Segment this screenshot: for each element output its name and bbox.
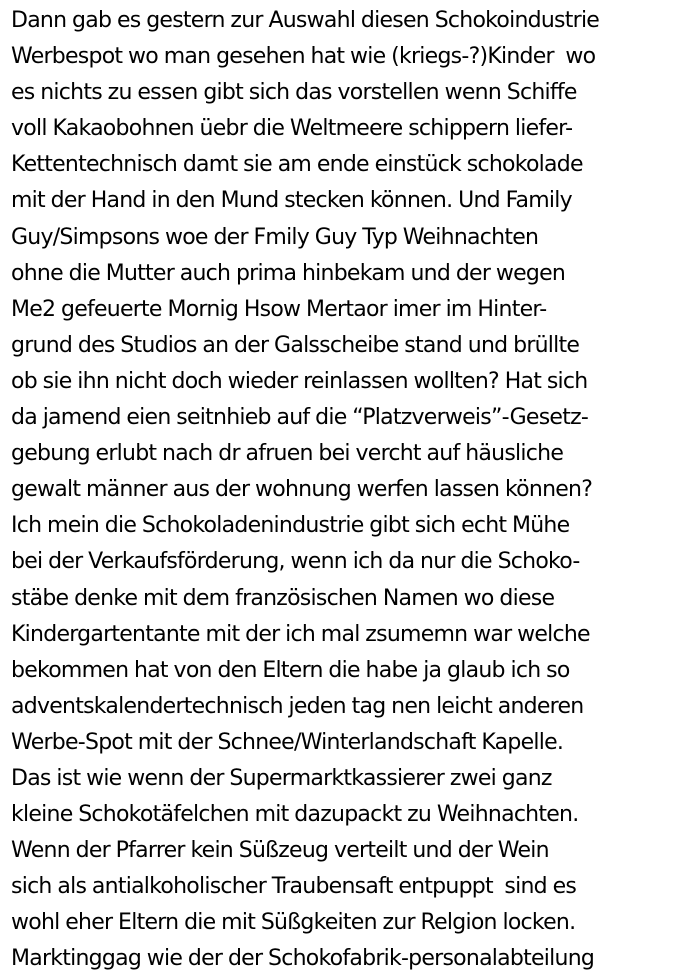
text-line: Dann gab es gestern zur Auswahl diesen Schokoindustrie: [11, 8, 600, 33]
text-line: mit der Hand in den Mund stecken können. Und Family: [11, 188, 572, 214]
text-line: Werbespot wo man gesehen hat wie (kriegs-?)Kinder wo: [11, 44, 596, 70]
text-line: Guy/Simpsons woe der Fmily Guy Typ Weihnachten: [11, 224, 539, 250]
document-body: [11, 3, 681, 978]
text-line: Marktinggag wie der der Schokofabrik-personalabteilung: [11, 946, 595, 972]
text-line: Werbe-Spot mit der Schnee/Winterlandschaft Kapelle.: [11, 729, 564, 755]
text-line: stäbe denke mit dem französischen Namen wo diese: [11, 585, 555, 611]
text-line: Kindergartentante mit der ich mal zsumemn war welche: [11, 621, 590, 647]
text-line: es nichts zu essen gibt sich das vorstellen wenn Schiffe: [11, 80, 577, 106]
text-line: Kettentechnisch damt sie am ende einstück schokolade: [11, 152, 583, 178]
text-line: ob sie ihn nicht doch wieder reinlassen wollten? Hat sich: [11, 368, 588, 394]
text-line: da jamend eien seitnhieb auf die “Platzverweis”-Gesetz-: [11, 405, 589, 431]
text-line: adventskalendertechnisch jeden tag nen leicht anderen: [11, 693, 584, 719]
text-line: Das ist wie wenn der Supermarktkassierer zwei ganz: [11, 765, 552, 791]
text-line: kleine Schokotäfelchen mit dazupackt zu Weihnachten.: [11, 802, 579, 828]
text-line: ohne die Mutter auch prima hinbekam und der wegen: [11, 260, 566, 286]
text-line: wohl eher Eltern die mit Süßgkeiten zur Relgion locken.: [11, 910, 576, 936]
text-line: voll Kakaobohnen üebr die Weltmeere schippern liefer-: [11, 116, 573, 142]
text-line: Ich mein die Schokoladenindustrie gibt sich echt Mühe: [11, 513, 570, 539]
text-line: Me2 gefeuerte Mornig Hsow Mertaor imer im Hinter-: [11, 296, 547, 322]
text-line: bei der Verkaufsförderung, wenn ich da nur die Schoko-: [11, 549, 580, 575]
text-line: bekommen hat von den Eltern die habe ja glaub ich so: [11, 657, 570, 683]
text-line: grund des Studios an der Galsscheibe stand und brüllte: [11, 332, 580, 358]
text-line: gebung erlubt nach dr afruen bei vercht auf häusliche: [11, 441, 564, 467]
text-line: Wenn der Pfarrer kein Süßzeug verteilt und der Wein: [11, 838, 549, 864]
text-line: sich als antialkoholischer Traubensaft entpuppt sind es: [11, 874, 577, 900]
text-line: gewalt männer aus der wohnung werfen lassen können?: [11, 477, 593, 503]
